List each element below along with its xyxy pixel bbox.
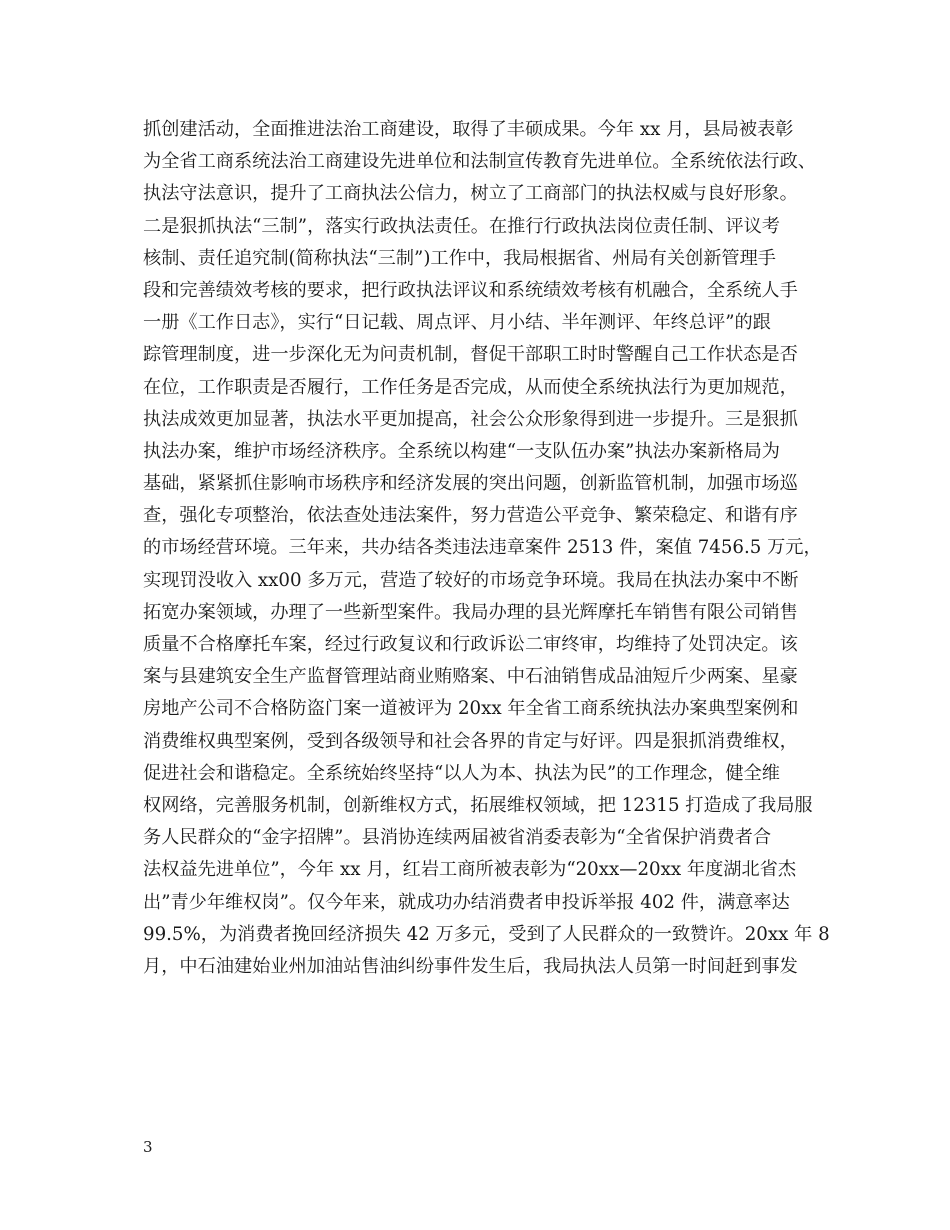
text-line: 消费维权典型案例，受到各级领导和社会各界的肯定与好评。四是狠抓消费维权， xyxy=(143,730,798,752)
text-line: 权网络，完善服务机制，创新维权方式，拓展维权领域，把 12315 打造成了我局服 xyxy=(143,794,813,816)
text-line: 务人民群众的“金字招牌”。县消协连续两届被省消委表彰为“全省保护消费者合 xyxy=(143,827,772,849)
text-line: 一册《工作日志》，实行“日记载、周点评、月小结、半年测评、年终总评”的跟 xyxy=(143,312,771,334)
text-line: 执法办案，维护市场经济秩序。全系统以构建“一支队伍办案”执法办案新格局为 xyxy=(143,440,780,462)
text-line: 查，强化专项整治，依法查处违法案件，努力营造公平竞争、繁荣稳定、和谐有序 xyxy=(143,505,798,527)
text-line: 实现罚没收入 xx00 多万元，营造了较好的市场竞争环境。我局在执法办案中不断 xyxy=(143,569,799,591)
text-line: 房地产公司不合格防盗门案一道被评为 20xx 年全省工商系统执法办案典型案例和 xyxy=(143,698,799,720)
text-line: 为全省工商系统法治工商建设先进单位和法制宣传教育先进单位。全系统依法行政、 xyxy=(143,151,816,173)
text-line: 执法守法意识，提升了工商执法公信力，树立了工商部门的执法权威与良好形象。 xyxy=(143,183,798,205)
text-line: 段和完善绩效考核的要求，把行政执法评议和系统绩效考核有机融合，全系统人手 xyxy=(143,279,798,301)
text-line: 99.5%，为消费者挽回经济损失 42 万多元，受到了人民群众的一致赞许。20xx 年 8 xyxy=(143,923,830,945)
text-line: 案与县建筑安全生产监督管理站商业贿赂案、中石油销售成品油短斤少两案、星豪 xyxy=(143,666,798,688)
text-line: 的市场经营环境。三年来，共办结各类违法违章案件 2513 件，案值 7456.5 万元， xyxy=(143,537,822,559)
text-line: 在位，工作职责是否履行，工作任务是否完成，从而使全系统执法行为更加规范， xyxy=(143,376,798,398)
body-text xyxy=(143,114,830,983)
text-line: 出”青少年维权岗”。仅今年来，就成功办结消费者申投诉举报 402 件，满意率达 xyxy=(143,891,790,913)
text-line: 法权益先进单位”，今年 xx 月，红岩工商所被表彰为“20xx—20xx 年度湖北省杰 xyxy=(143,859,797,881)
text-line: 踪管理制度，进一步深化无为问责机制，督促干部职工时时警醒自己工作状态是否 xyxy=(143,344,798,366)
text-line: 执法成效更加显著，执法水平更加提高，社会公众形象得到进一步提升。三是狠抓 xyxy=(143,408,798,430)
text-line: 月，中石油建始业州加油站售油纠纷事件发生后，我局执法人员第一时间赶到事发 xyxy=(143,955,798,977)
text-line: 促进社会和谐稳定。全系统始终坚持“以人为本、执法为民”的工作理念，健全维 xyxy=(143,762,780,784)
text-line: 抓创建活动，全面推进法治工商建设，取得了丰硕成果。今年 xx 月，县局被表彰 xyxy=(143,119,794,140)
text-line: 二是狠抓执法“三制”，落实行政执法责任。在推行行政执法岗位责任制、评议考 xyxy=(143,215,780,237)
text-line: 基础，紧紧抓住影响市场秩序和经济发展的突出问题，创新监管机制，加强市场巡 xyxy=(143,473,798,495)
text-line: 质量不合格摩托车案，经过行政复议和行政诉讼二审终审，均维持了处罚决定。该 xyxy=(143,634,798,655)
text-line: 核制、责任追究制(简称执法“三制”)工作中，我局根据省、州局有关创新管理手 xyxy=(143,247,776,269)
text-line: 拓宽办案领域，办理了一些新型案件。我局办理的县光辉摩托车销售有限公司销售 xyxy=(143,601,798,623)
page-number: 3 xyxy=(143,1138,153,1156)
